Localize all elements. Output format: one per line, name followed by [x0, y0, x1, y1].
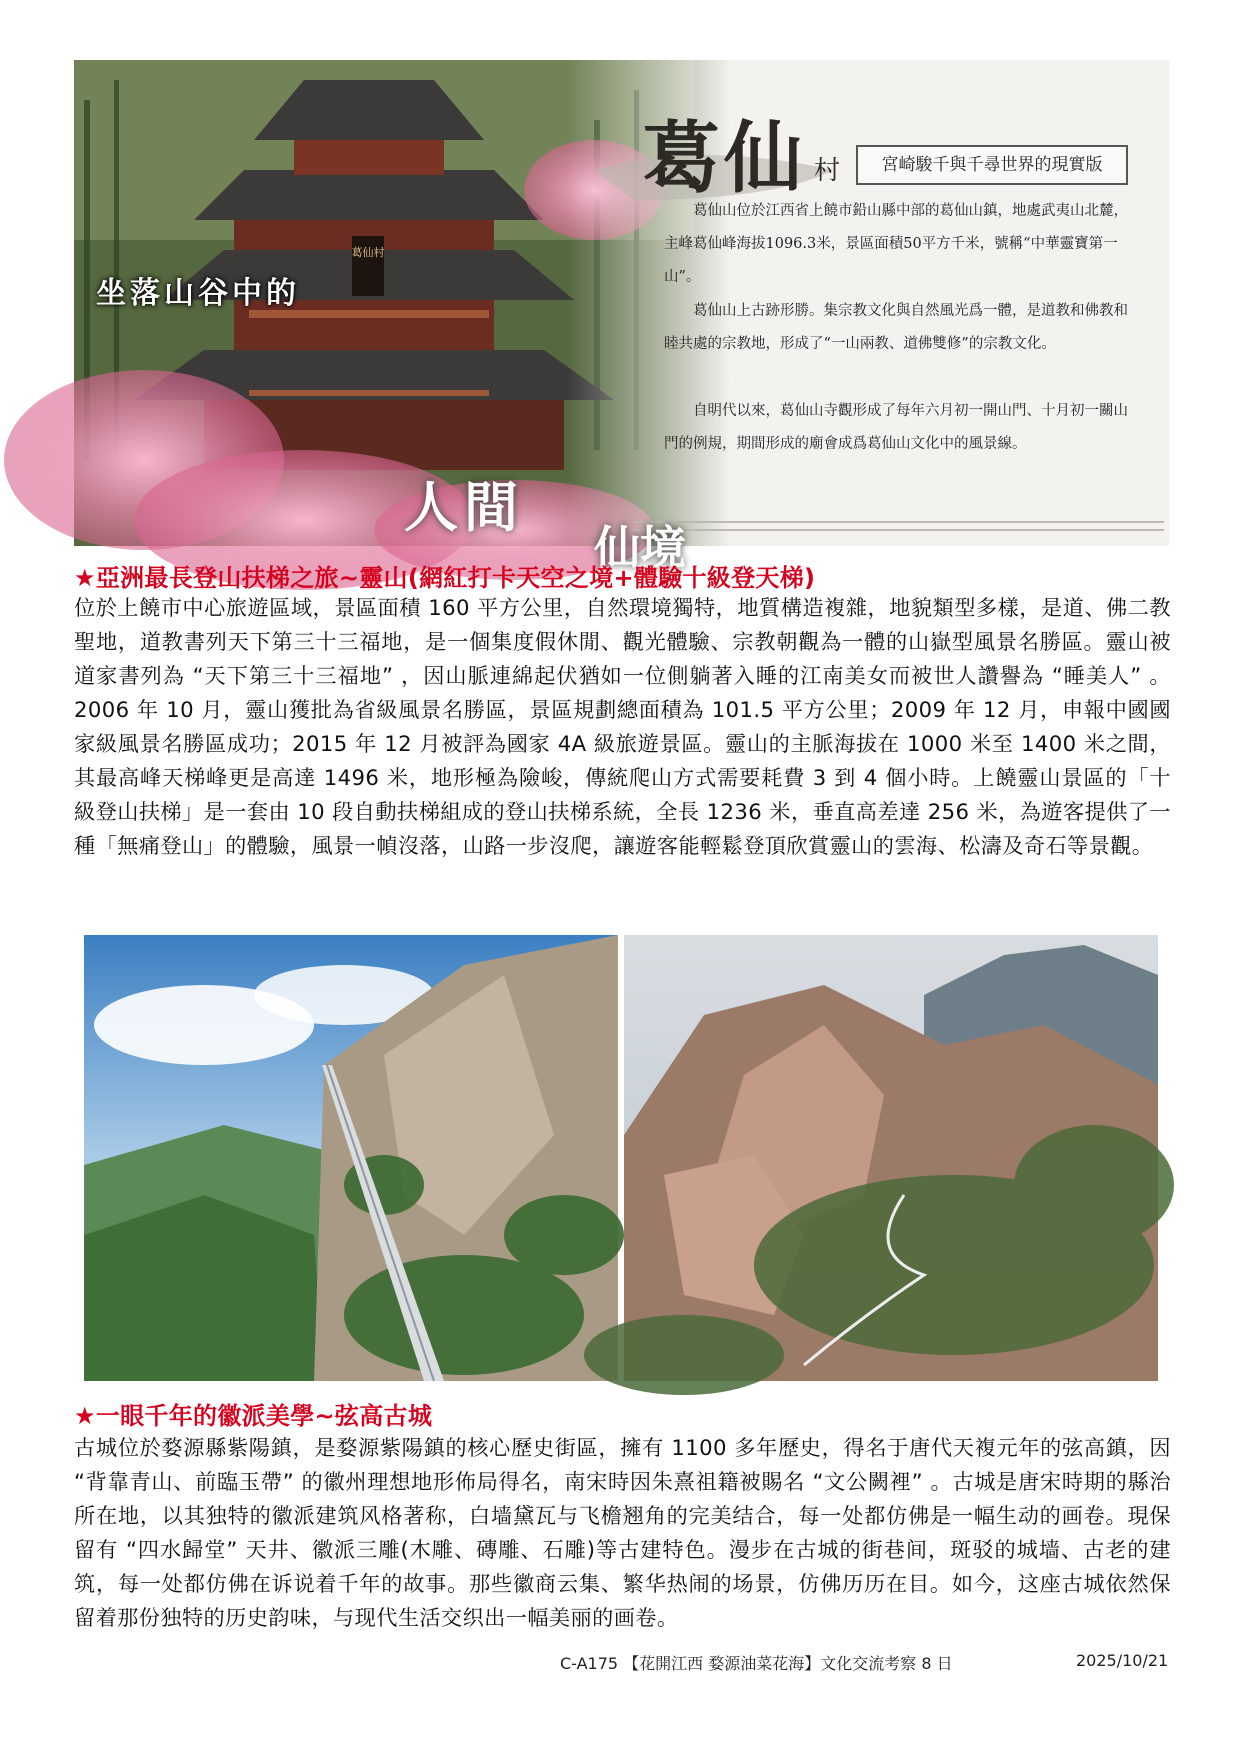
- plaque-text: 葛仙村: [351, 246, 385, 259]
- header-banner: [74, 60, 1169, 575]
- section2-heading: ★一眼千年的徽派美學~弦高古城: [74, 1402, 433, 1430]
- photo-rock-peaks: [624, 935, 1158, 1381]
- banner-title: 葛仙: [642, 113, 807, 204]
- banner-subtitle: 宮崎駿千與千尋世界的現實版: [856, 145, 1128, 185]
- section1-body: 位於上饒市中心旅遊區域，景區面積 160 平方公里，自然環境獨特，地質構造複雜，地貌類型多樣，是道、佛二教聖地，道教書列天下第三十三福地，是一個集度假休閒、觀光體驗、宗教朝觀為一體的山嶽型風景名勝區。靈山被道家書列為 “天下第三十三福地” ，因山脈連綿起伏猶如一位側躺著入睡的江南美女而被世人讚譽為 “睡美人” 。2006 年 10 月，靈山獲批為省級風景名勝區，景區規劃總面積為 101.5 平方公里；2009 年 12 月，申報中國國家級風景名勝區成功；2015 年 12 月被評為國家 4A 級旅遊景區。靈山的主脈海拔在 1000 米至 1400 米之間，其最高峰天梯峰更是高達 1496 米，地形極為險峻，傳統爬山方式需要耗費 3 到 4 個小時。上饒靈山景區的「十級登山扶梯」是一套由 10 段自動扶梯組成的登山扶梯系統，全長 1236 米，垂直高差達 256 米，為遊客提供了一種「無痛登山」的體驗，風景一幀沒落，山路一步沒爬，讓遊客能輕鬆登頂欣賞靈山的雲海、松濤及奇石等景觀。: [74, 595, 1171, 858]
- banner-bottom-caption-2: 仙境: [594, 521, 686, 575]
- section1-heading: ★亞洲最長登山扶梯之旅~靈山(網紅打卡天空之境+體驗十級登天梯): [74, 564, 816, 592]
- banner-paragraph-2: 葛仙山上古跡形勝。集宗教文化與自然風光爲一體，是道教和佛教和睦共處的宗教地，形成了“一山兩教、道佛雙修”的宗教文化。: [664, 303, 1128, 352]
- footer-code-title: C-A175 【花開江西 婺源油菜花海】文化交流考察 8 日: [560, 1654, 953, 1673]
- banner-bottom-caption-1: 人間: [404, 475, 524, 539]
- banner-left-caption: 坐落山谷中的: [96, 276, 300, 311]
- photo-escalator-mountain: [84, 935, 618, 1381]
- footer: [560, 1651, 1169, 1674]
- banner-paragraph-3: 自明代以來，葛仙山寺觀形成了每年六月初一開山門、十月初一關山門的例規，期間形成的廟會成爲葛仙山文化中的風景線。: [664, 403, 1128, 452]
- banner-paragraph-1: 葛仙山位於江西省上饒市鉛山縣中部的葛仙山鎮，地處武夷山北麓，主峰葛仙峰海拔1096.3米，景區面積50平方千米，號稱“中華靈寶第一山”。: [664, 203, 1128, 285]
- footer-date: 2025/10/21: [1076, 1651, 1169, 1670]
- section2-body: 古城位於婺源縣紫陽鎮，是婺源紫陽鎮的核心歷史街區，擁有 1100 多年歷史，得名于唐代天複元年的弦高鎮，因 “背靠青山、前臨玉帶” 的徽州理想地形佈局得名，南宋時因朱熹祖籍被賜名 “文公闕裡” 。古城是唐宋時期的縣治所在地，以其独特的徽派建筑风格著称，白墙黛瓦与飞檐翘角的完美结合，每一处都仿佛是一幅生动的画卷。現保留有 “四水歸堂” 天井、徽派三雕(木雕、磚雕、石雕)等古建特色。漫步在古城的街巷间，斑驳的城墙、古老的建筑，每一处都仿佛在诉说着千年的故事。那些徽商云集、繁华热闹的场景，仿佛历历在目。如今，这座古城依然保留着那份独特的历史韵味，与现代生活交织出一幅美丽的画卷。: [74, 1435, 1171, 1630]
- banner-title-suffix: 村: [814, 156, 841, 186]
